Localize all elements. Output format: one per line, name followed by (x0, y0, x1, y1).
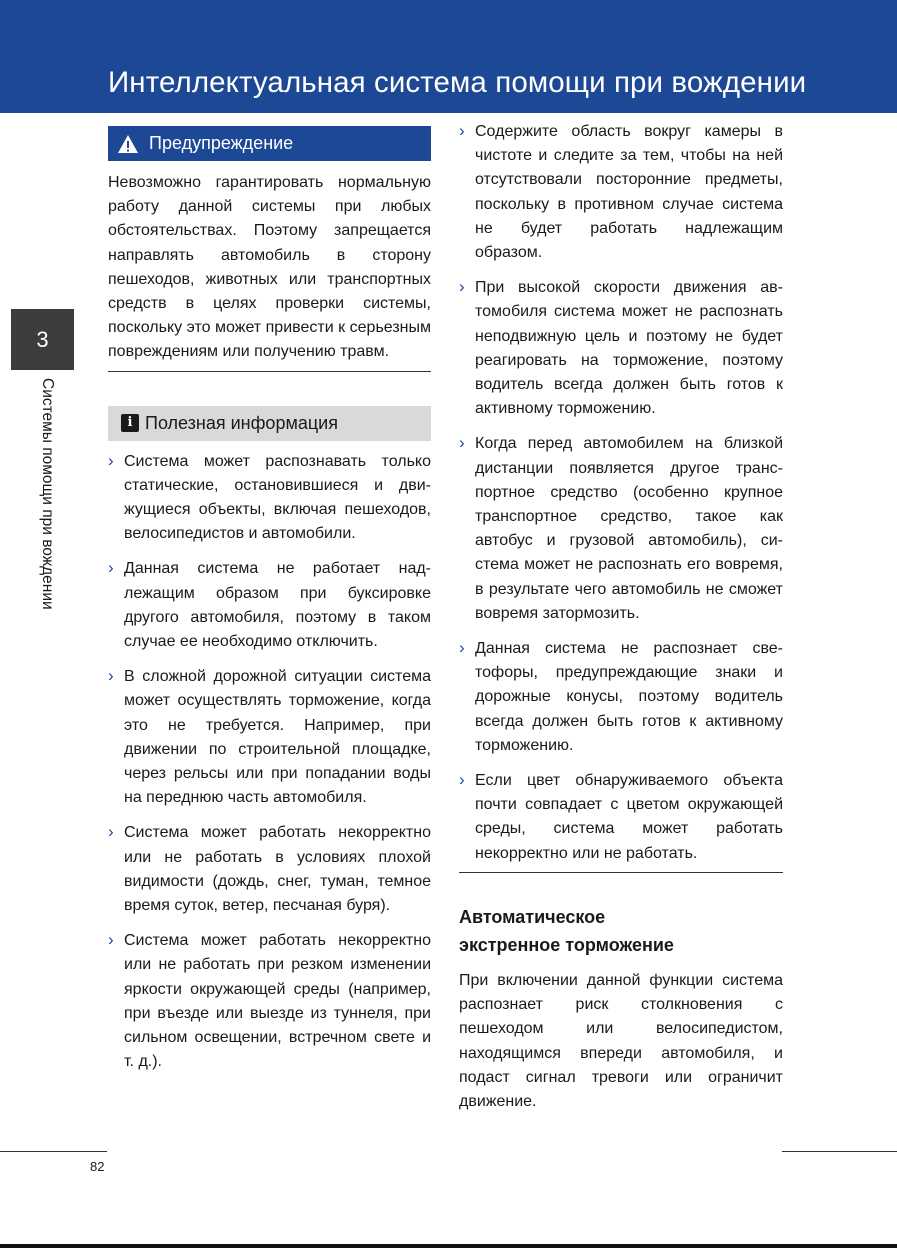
section-title-line1: Автоматическое (459, 906, 606, 927)
left-column (108, 126, 431, 1075)
info-divider (459, 872, 783, 873)
info-heading (108, 406, 431, 441)
warning-heading (108, 126, 431, 161)
info-icon: i (121, 414, 139, 432)
warning-divider (108, 371, 431, 372)
warning-heading-label: Предупреждение (149, 133, 294, 154)
list-item: › Содержите область вокруг камеры в чистоте и следите за тем, чтобы на ней отсутствовали посторонние предметы, поскольку в противном случае система не будет работать надлежащим образом. (459, 120, 783, 265)
section-text: При включении данной функции система распознает риск столкновения с пешеходом или велосипедистом, находящимся впереди автомобиля, и подаст сигнал тревоги или ограничит движение. (459, 971, 783, 1110)
page-bottom-edge (0, 1244, 897, 1248)
list-item: › Данная система не работает надлежащим образом при буксировке другого автомобиля, поэтому в таком случае ее необходимо отключить. (108, 557, 431, 654)
page-title: Интеллектуальная система помощи при вождении (108, 66, 807, 99)
footer-rule-left (0, 1151, 107, 1152)
section-title-line2: экстренное торможение (459, 934, 674, 955)
list-item: › При высокой скорости движения автомобиля система может не распознать неподвижную цель и поэтому не будет реагировать на торможение, поэтому водитель всегда должен быть готов к активному торможению. (459, 276, 783, 421)
right-column (459, 120, 783, 1114)
footer-rule-right (782, 1151, 897, 1152)
list-item: › Система может распознавать только статические, остановившиеся и движущиеся объекты, включая пешеходов, велосипедистов и автомобили. (108, 450, 431, 547)
warning-triangle-icon (117, 134, 139, 154)
section-title (459, 903, 783, 959)
info-list-right (459, 120, 783, 866)
chapter-title-vertical: Системы помощи при вождении (39, 378, 56, 610)
list-item: › Если цвет обнаруживаемого объекта почти совпадает с цветом окружающей среды, система может работать некорректно или не работать. (459, 769, 783, 866)
info-heading-label: Полезная информация (145, 413, 338, 434)
list-item: › Когда перед автомобилем на близкой дистанции появляется другое транспортное средство (особенно крупное транспортное средство, такое как автобус и грузовой автомобиль), система может не распознать его вовремя, в результате чего автомобиль не сможет вовремя затормозить. (459, 432, 783, 626)
list-item: › В сложной дорожной ситуации система может осуществлять торможение, когда это не требуется. Например, при движении по строительной площадке, через рельсы или при попадании воды на переднюю часть автомобиля. (108, 665, 431, 810)
list-item: › Данная система не распознает светофоры, предупреждающие знаки и дорожные конусы, поэтому водитель всегда должен быть готов к активному торможению. (459, 637, 783, 758)
page-header (0, 0, 897, 113)
page-number: 82 (90, 1159, 105, 1174)
warning-text: Невозможно гарантировать нормальную работу данной системы при любых обстоятельствах. Поэтому запрещается направлять автомобиль в сторону пешеходов, животных или транспортных средств в целях проверки системы, поскольку это может привести к серьезным повреждениям или получению травм. (108, 174, 431, 361)
info-list-left (108, 450, 431, 1075)
chapter-number-tab: 3 (11, 309, 74, 370)
list-item: › Система может работать некорректно или не работать в условиях плохой видимости (дождь, снег, туман, темное время суток, ветер, песчаная буря). (108, 821, 431, 918)
list-item: › Система может работать некорректно или не работать при резком изменении яркости окружающей среды (например, при въезде или выезде из туннеля, при сильном освещении, встречном свете и т. д.). (108, 929, 431, 1074)
